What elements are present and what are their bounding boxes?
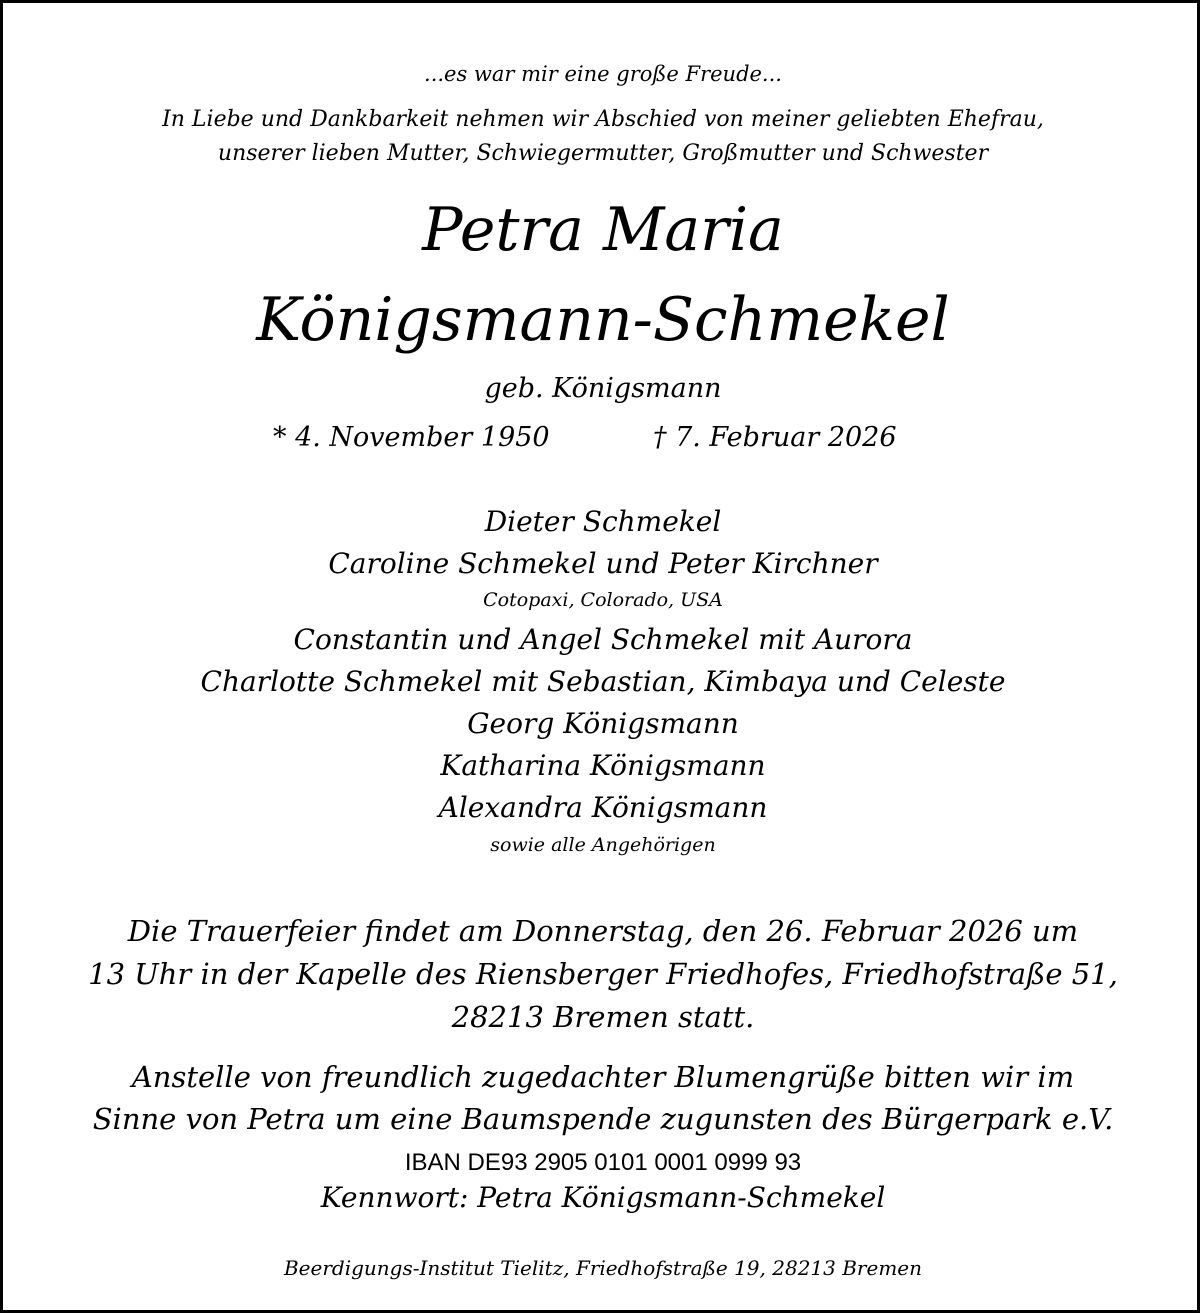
mourner-line-7: Alexandra Königsmann [438,791,768,824]
ceremony-line-1: Die Trauerfeier findet am Donnerstag, den 26. Februar 2026 um [127,914,1079,948]
donation-line-2: Sinne von Petra um eine Baumspende zugunsten des Bürgerpark e.V. [92,1102,1114,1136]
mourner-line-4: Charlotte Schmekel mit Sebastian, Kimbaya und Celeste [200,665,1006,698]
birth-date: * 4. November 1950 [273,422,550,453]
undertaker: Beerdigungs-Institut Tielitz, Friedhofstraße 19, 28213 Bremen [283,1256,923,1280]
mourner-line-1: Dieter Schmekel [484,505,722,538]
deceased-first-names: Petra Maria [422,195,784,265]
maiden-name: geb. Königsmann [484,373,722,404]
motto: ...es war mir eine große Freude... [424,62,782,86]
donation-line-1: Anstelle von freundlich zugedachter Blumengrüße bitten wir im [131,1060,1075,1094]
deceased-surname: Königsmann-Schmekel [256,285,950,355]
iban: IBAN DE93 2905 0101 0001 0999 93 [404,1149,802,1176]
mourner-line-6: Katharina Königsmann [440,749,766,782]
mourner-line-2-location: Cotopaxi, Colorado, USA [483,589,723,611]
mourners-closing: sowie alle Angehörigen [490,834,716,856]
donation-keyword: Kennwort: Petra Königsmann-Schmekel [320,1181,886,1214]
death-date: † 7. Februar 2026 [653,422,897,453]
intro-line-1: In Liebe und Dankbarkeit nehmen wir Abschied von meiner geliebten Ehefrau, [162,107,1044,132]
mourner-line-2: Caroline Schmekel und Peter Kirchner [328,547,878,580]
ceremony-line-3: 28213 Bremen statt. [451,1000,755,1034]
life-dates [3,424,1200,458]
mourner-line-5: Georg Königsmann [467,707,739,740]
intro-line-2: unserer lieben Mutter, Schwiegermutter, Großmutter und Schwester [217,141,989,166]
ceremony-line-2: 13 Uhr in der Kapelle des Riensberger Friedhofes, Friedhofstraße 51, [88,957,1118,991]
mourner-line-3: Constantin und Angel Schmekel mit Aurora [293,623,913,656]
